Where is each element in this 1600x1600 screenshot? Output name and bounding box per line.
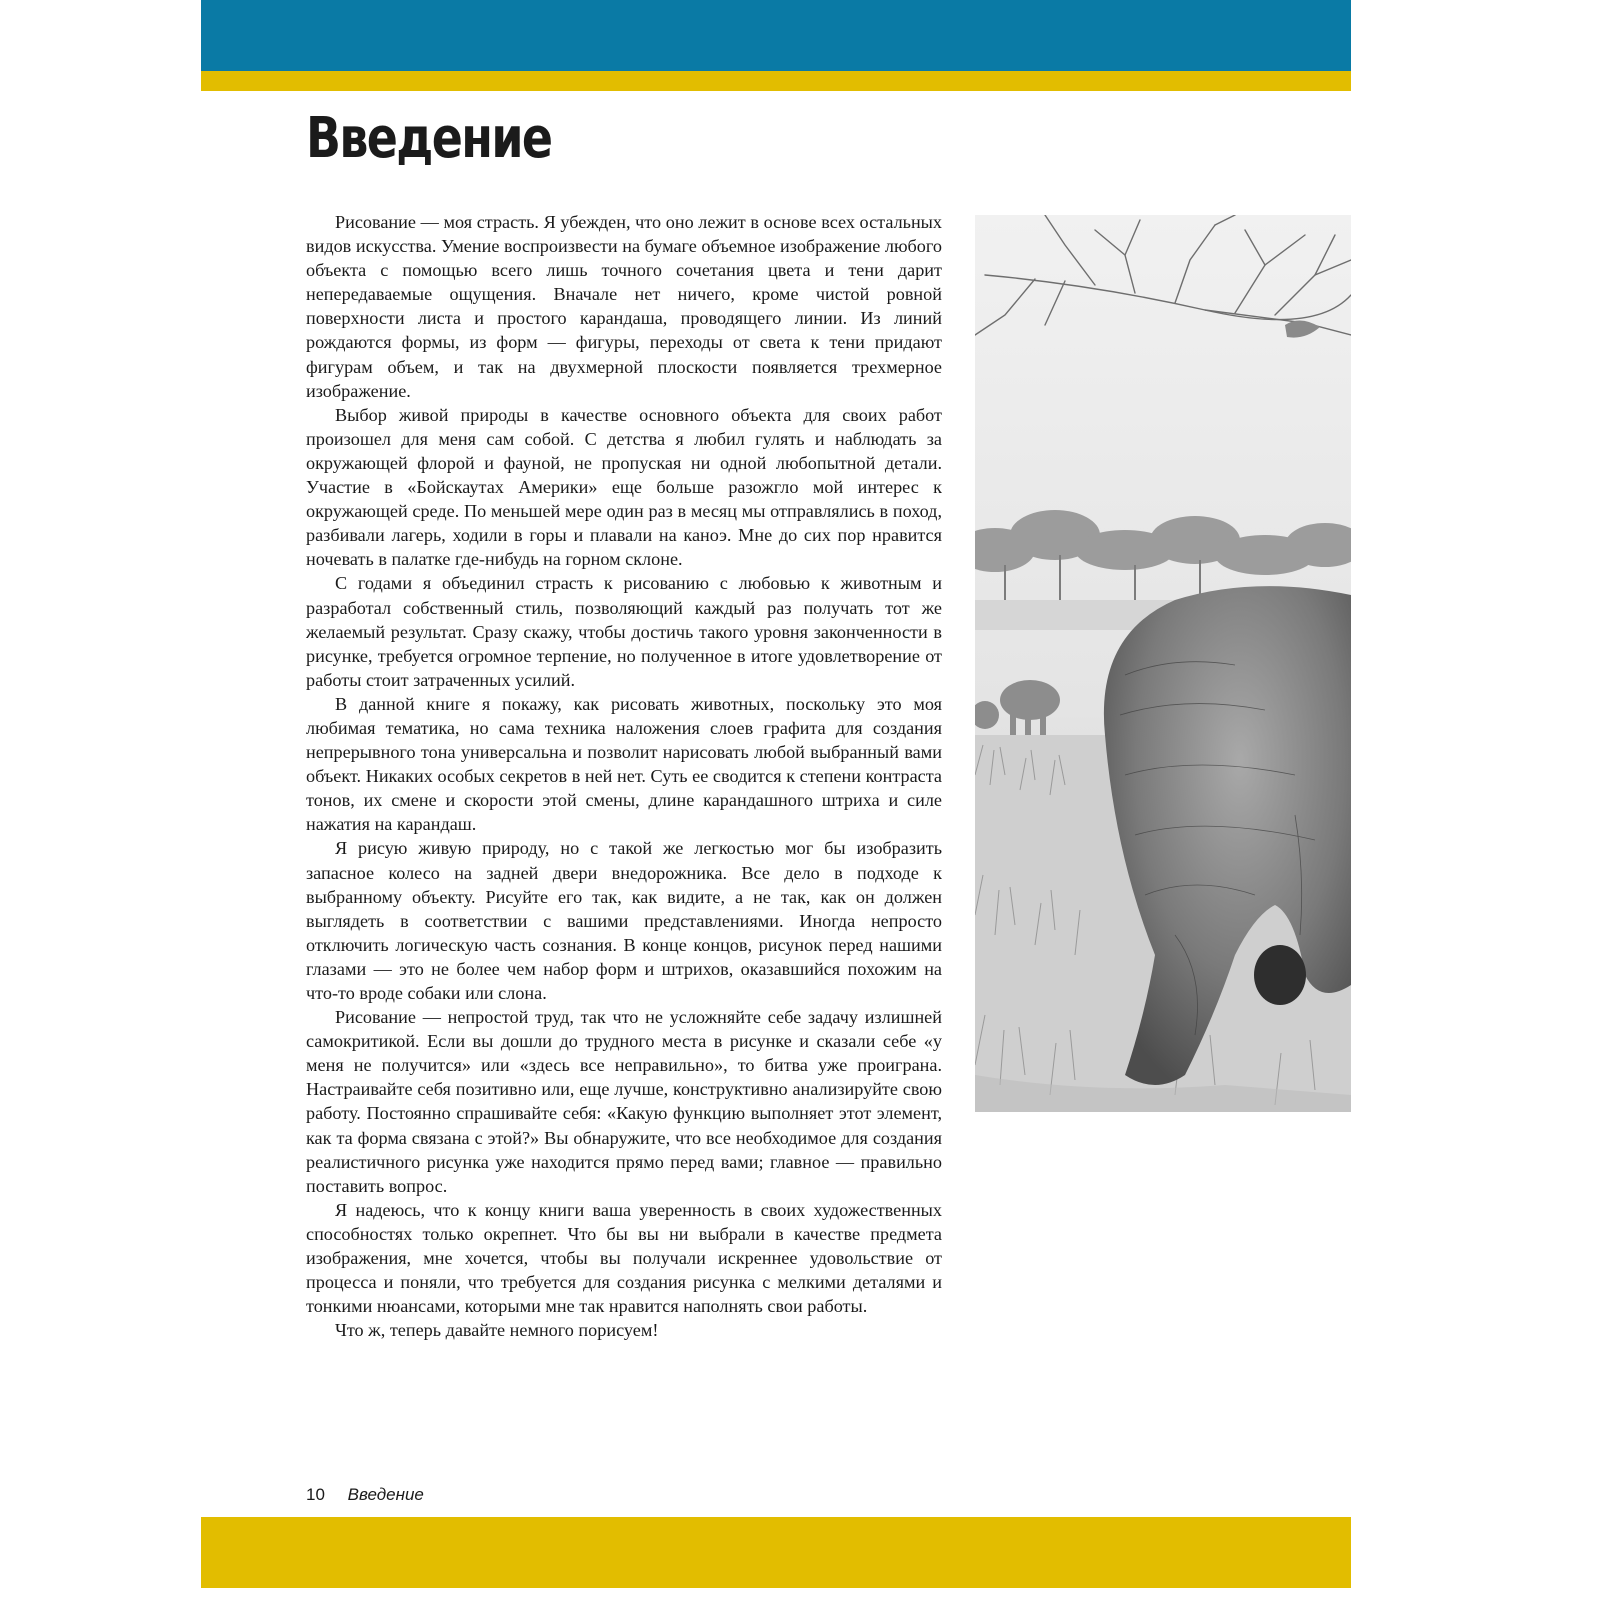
- running-title: Введение: [347, 1485, 424, 1504]
- body-text: [306, 210, 942, 1342]
- paragraph: С годами я объединил страсть к рисованию с любовью к животным и разработал собственный стиль, позволяющий каждый раз получать тот же желаемый результат. Сразу скажу, чтобы достичь такого уровня законченности в рисунке, требуется огромное терпение, но полученное в итоге удовлетворение от работы стоит затраченных усилий.: [306, 573, 942, 690]
- paragraph: Рисование — моя страсть. Я убежден, что оно лежит в основе всех остальных видов искусства. Умение воспроизвести на бумаге объемное изображение любого объекта с помощью всего лишь точного сочетания цвета и тени дарит непередаваемые ощущения. Вначале нет ничего, кроме чистой ровной поверхности листа и простого карандаша, проводящего линии. Из линий рождаются формы, из форм — фигуры, переходы от света к тени придают фигурам объем, и так на двухмерной плоскости появляется трехмерное изображение.: [306, 212, 942, 401]
- elephant-pencil-drawing-icon: [975, 215, 1351, 1112]
- paragraph: В данной книге я покажу, как рисовать животных, поскольку это моя любимая тематика, но сама техника наложения слоев графита для создания непрерывного тона универсальна и позволит нарисовать любой выбранный вами объект. Никаких особых секретов в ней нет. Суть ее сводится к степени контраста тонов, их смене и скорости этой смены, длине карандашного штриха и силе нажатия на карандаш.: [306, 693, 942, 835]
- elephant-drawing-illustration: [975, 215, 1351, 1112]
- paragraph: Я надеюсь, что к концу книги ваша уверенность в своих художественных способностях только окрепнет. Что бы вы ни выбрали в качестве предмета изображения, мне хочется, чтобы вы получали искреннее удовольствие от процесса и поняли, что требуется для создания рисунка с мелкими деталями и тонкими нюансами, которыми мне так нравится наполнять свои работы.: [306, 1199, 942, 1317]
- page-footer: [306, 1485, 424, 1505]
- top-blue-band: [201, 0, 1351, 71]
- paragraph: Что ж, теперь давайте немного порисуем!: [335, 1320, 659, 1341]
- paragraph: Рисование — непростой труд, так что не усложняйте себе задачу излишней самокритикой. Если вы дошли до трудного места в рисунке и сказали себе «у меня не получится» или «здесь все неправильно», то битва уже проиграна. Настраивайте себя позитивно или, еще лучше, конструктивно анализируйте свою работу. Постоянно спрашивайте себя: «Какую функцию выполняет этот элемент, как та форма связана с этой?» Вы обнаружите, что все необходимое для создания реалистичного рисунка уже находится прямо перед вами; главное — правильно поставить вопрос.: [306, 1007, 942, 1196]
- paragraph: Выбор живой природы в качестве основного объекта для своих работ произошел для меня сам собой. С детства я любил гулять и наблюдать за окружающей флорой и фауной, не пропуская ни одной любопытной детали. Участие в «Бойскаутах Америки» еще больше разожгло мой интерес к окружающей среде. По меньшей мере один раз в месяц мы отправлялись в поход, разбивали лагерь, ходили в горы и плавали на каноэ. Мне до сих пор нравится ночевать в палатке где-нибудь на горном склоне.: [306, 404, 942, 570]
- chapter-title: Введение: [306, 106, 552, 171]
- page-number: 10: [306, 1485, 325, 1504]
- bottom-yellow-band: [201, 1517, 1351, 1588]
- top-yellow-band: [201, 71, 1351, 91]
- paragraph: Я рисую живую природу, но с такой же легкостью мог бы изобразить запасное колесо на задней двери внедорожника. Все дело в подходе к выбранному объекту. Рисуйте его так, как видите, а не так, как он должен выглядеть в соответствии с вашими представлениями. Иногда непросто отключить логическую часть сознания. В конце концов, рисунок перед нашими глазами — это не более чем набор форм и штрихов, оказавшийся похожим на что-то вроде собаки или слона.: [306, 838, 942, 1003]
